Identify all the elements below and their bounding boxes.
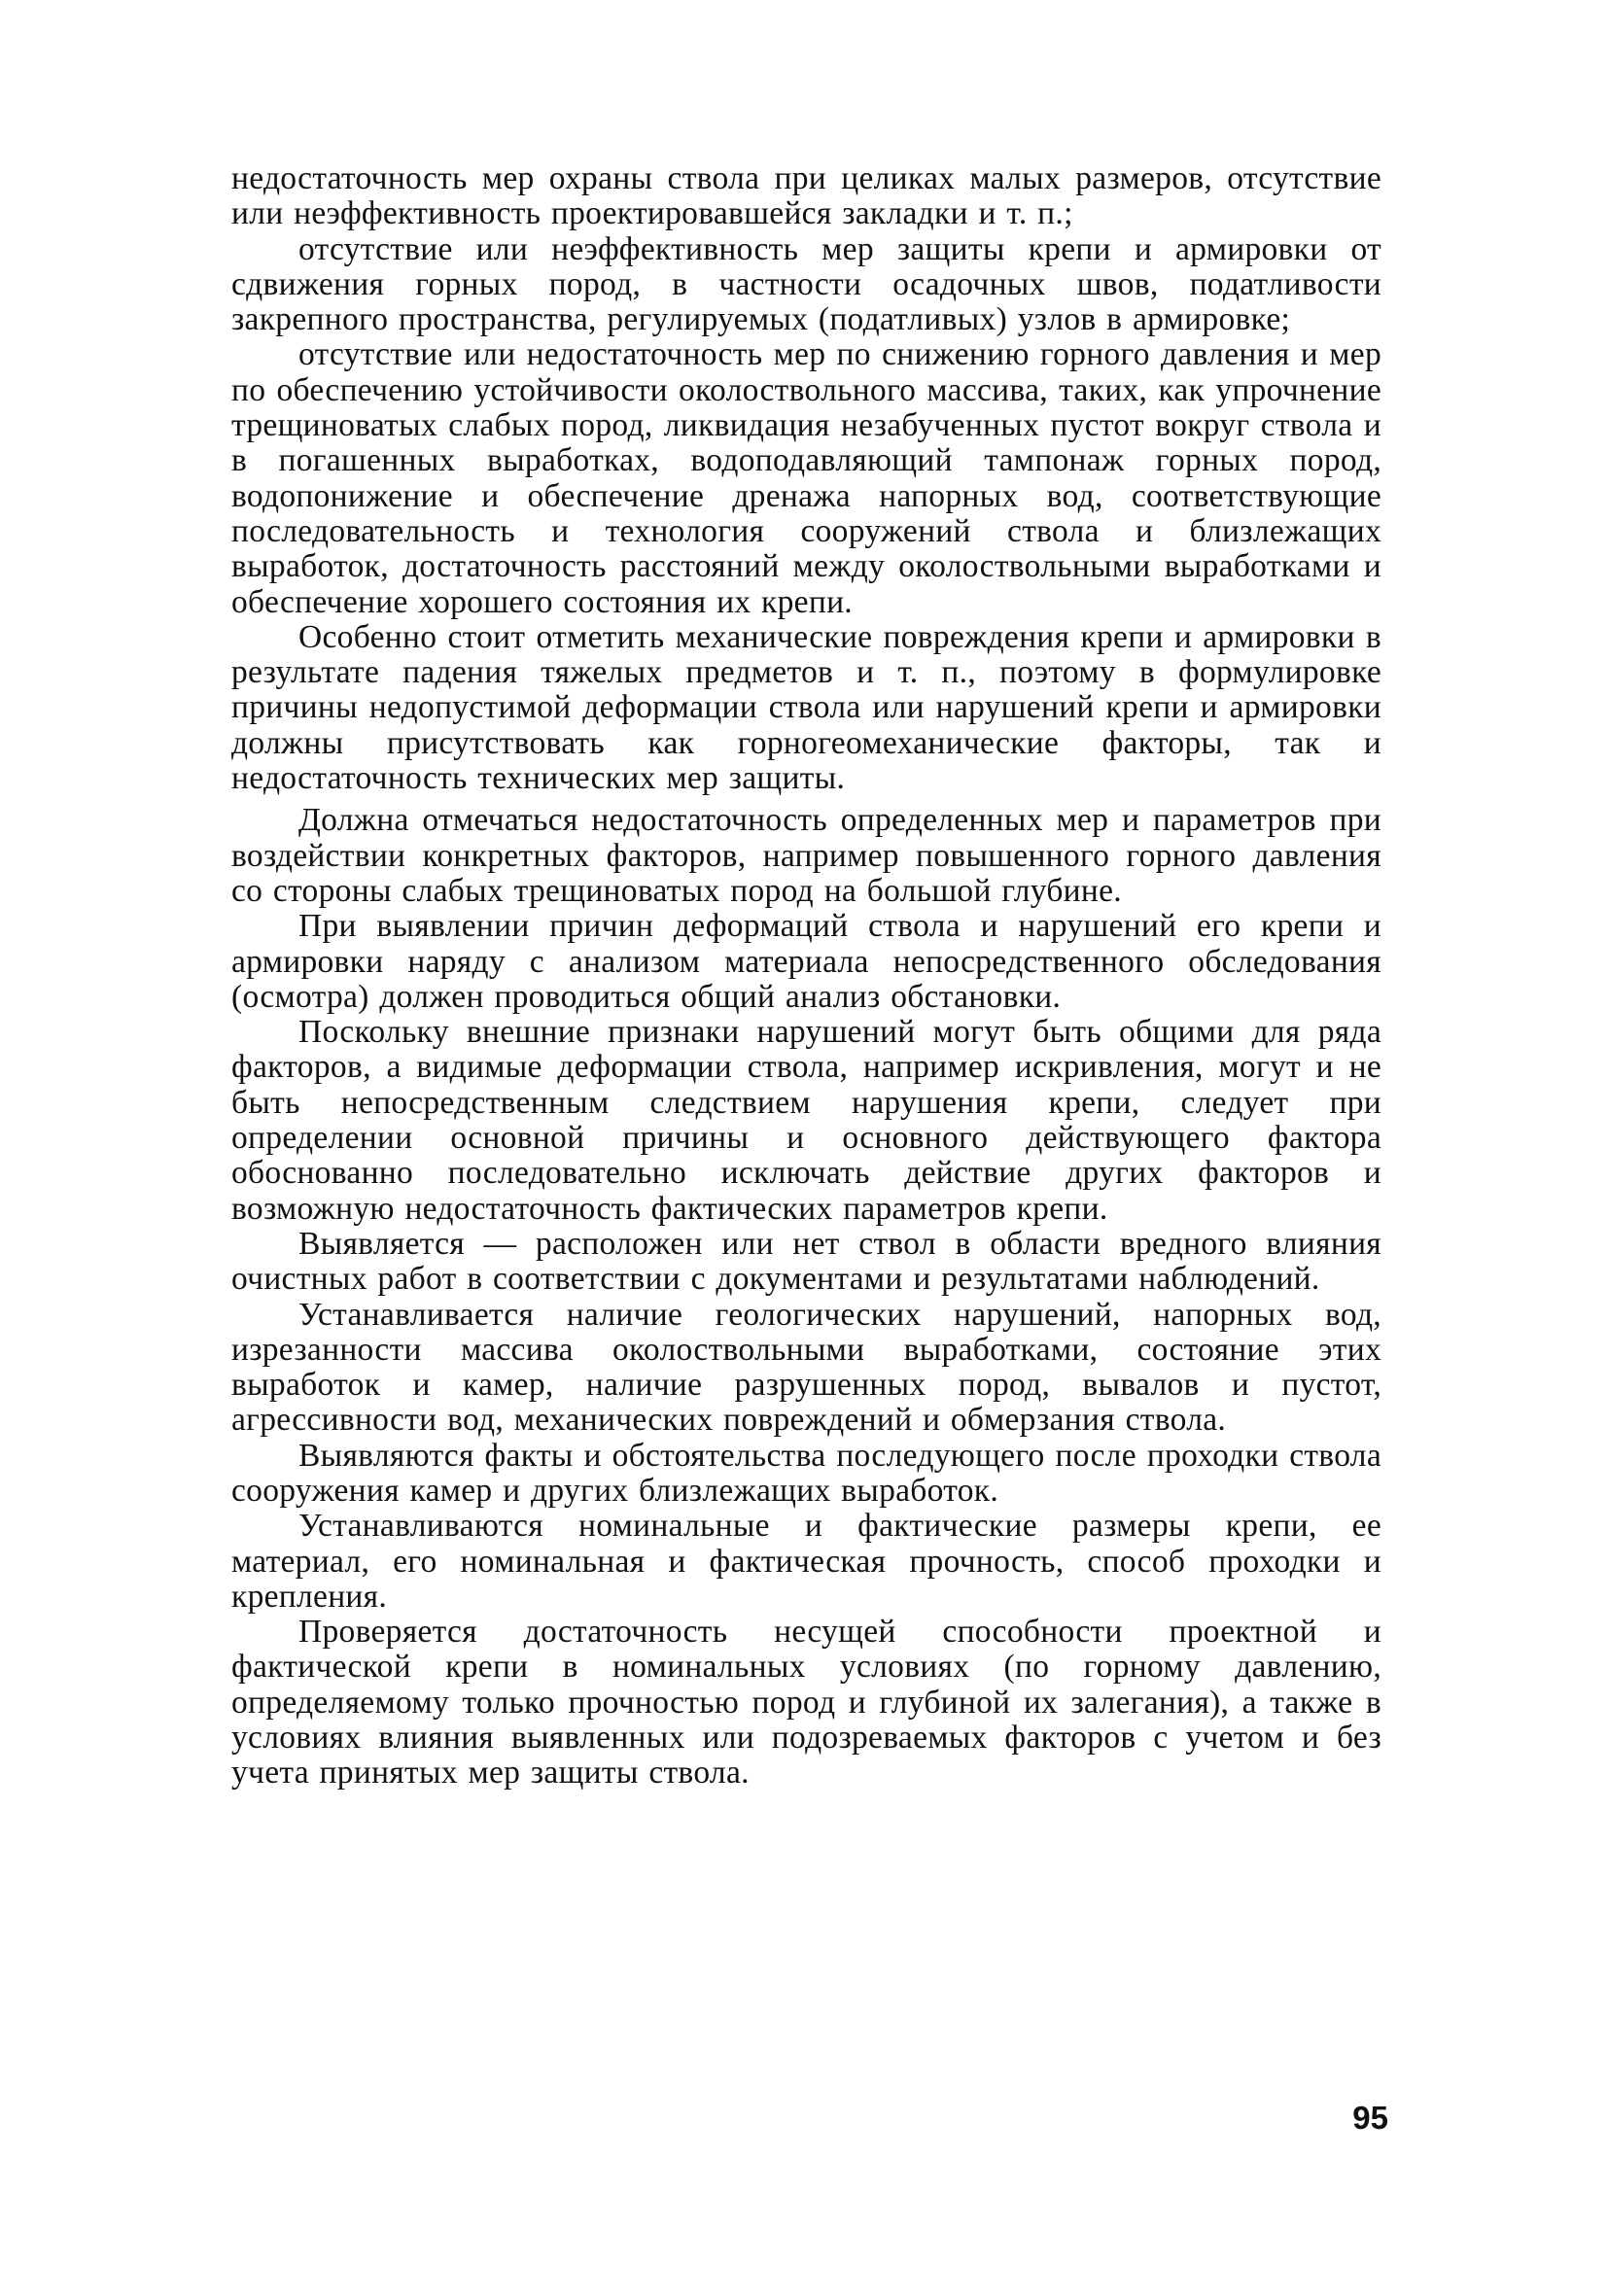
paragraph-10: Выявляются факты и обстоятельства последующего после проходки ствола сооружения камер и других близлежащих выработок. [231,1437,1381,1509]
paragraph-5: Должна отмечаться недостаточность определенных мер и параметров при воздействии конкретных факторов, например повышенного горного давления со стороны слабых трещиноватых пород на большой глубине. [231,802,1381,909]
page-number: 95 [1352,2100,1388,2136]
paragraph-4: Особенно стоит отметить механические повреждения крепи и армировки в результате падения тяжелых предметов и т. п., поэтому в формулировке причины недопустимой деформации ствола или нарушений крепи и армировки должны присутствовать как горногеомеханические факторы, так и недостаточность технических мер защиты. [231,618,1381,797]
body-text [231,161,1381,1792]
paragraph-9: Устанавливается наличие геологических нарушений, напорных вод, изрезанности массива околоствольными выработками, состояние этих выработок и камер, наличие разрушенных пород, вывалов и пустот, агрессивности вод, механических повреждений и обмерзания ствола. [231,1296,1381,1439]
paragraph-2: отсутствие или неэффективность мер защиты крепи и армировки от сдвижения горных пород, в частности осадочных швов, податливости закрепного пространства, регулируемых (податливых) узлов в армировке; [231,230,1381,338]
paragraph-6: При выявлении причин деформаций ствола и нарушений его крепи и армировки наряду с анализом материала непосредственного обследования (осмотра) должен проводиться общий анализ обстановки. [231,908,1381,1015]
paragraph-3: отсутствие или недостаточность мер по снижению горного давления и мер по обеспечению устойчивости околоствольного массива, таких, как упрочнение трещиноватых слабых пород, ликвидация незабученных пустот вокруг ствола и в погашенных выработках, водоподавляющий тампонаж горных пород, водопонижение и обеспечение дренажа напорных вод, соответствующие последовательность и технология сооружений ствола и близлежащих выработок, достаточность расстояний между околоствольными выработками и обеспечение хорошего состояния их крепи. [231,336,1381,620]
paragraph-7: Поскольку внешние признаки нарушений могут быть общими для ряда факторов, а видимые деформации ствола, например искривления, могут и не быть непосредственным следствием нарушения крепи, следует при определении основной причины и основного действующего фактора обоснованно последовательно исключать действие других факторов и возможную недостаточность фактических параметров крепи. [231,1014,1381,1227]
paragraph-8: Выявляется — расположен или нет ствол в области вредного влияния очистных работ в соответствии с документами и результатами наблюдений. [231,1225,1381,1298]
paragraph-11: Устанавливаются номинальные и фактические размеры крепи, ее материал, его номинальная и фактическая прочность, способ проходки и крепления. [231,1508,1381,1615]
paragraph-12: Проверяется достаточность несущей способности проектной и фактической крепи в номинальных условиях (по горному давлению, определяемому только прочностью пород и глубиной их залегания), а также в условиях влияния выявленных или подозреваемых факторов с учетом и без учета принятых мер защиты ствола. [231,1614,1381,1792]
paragraph-1: недостаточность мер охраны ствола при целиках малых размеров, отсутствие или неэффективность проектировавшейся закладки и т. п.; [231,160,1381,232]
